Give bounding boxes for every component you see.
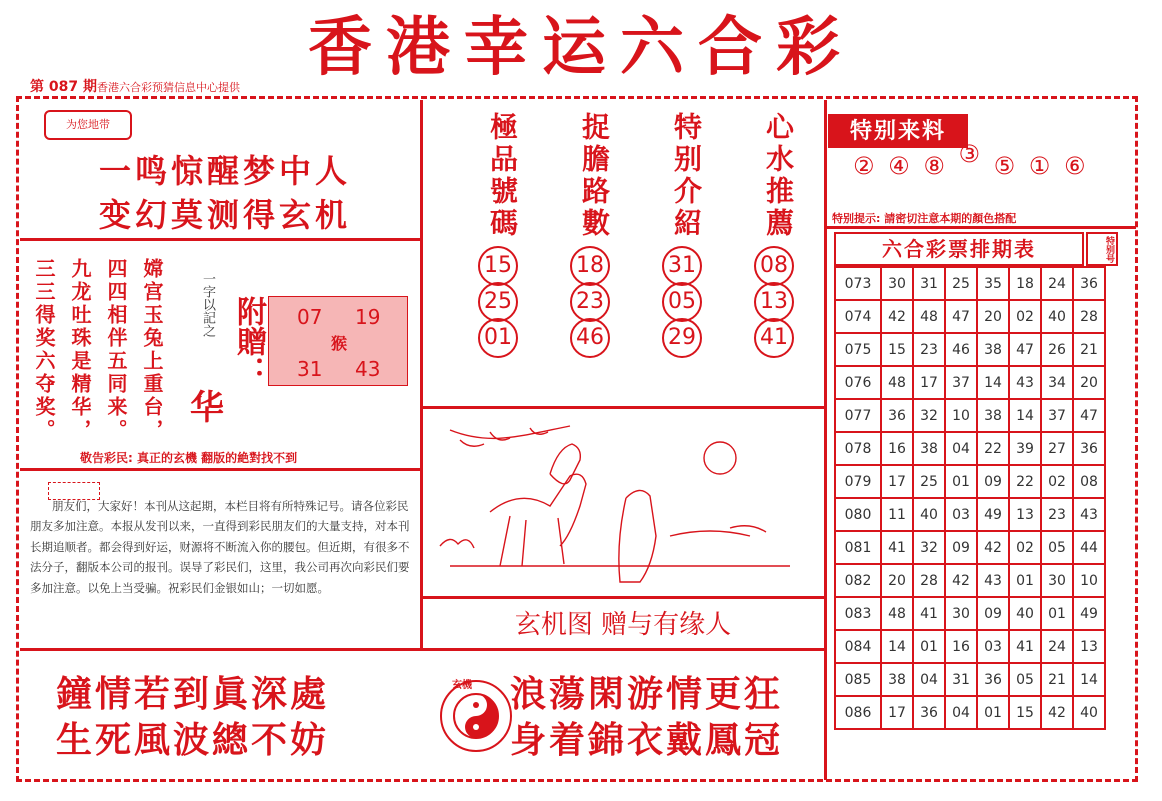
poem-col-1: 嫦宫玉兔上重台， bbox=[140, 258, 164, 442]
issue-cell: 076 bbox=[835, 366, 881, 399]
number-cell: 42 bbox=[945, 564, 977, 597]
gift-num-4: 43 bbox=[355, 357, 381, 381]
number-cell: 47 bbox=[1009, 333, 1041, 366]
issue-cell: 082 bbox=[835, 564, 881, 597]
number-circle: 31 bbox=[662, 246, 702, 286]
issue-cell: 079 bbox=[835, 465, 881, 498]
gift-box bbox=[268, 296, 408, 386]
number-cell: 40 bbox=[913, 498, 945, 531]
number-cell: 25 bbox=[945, 267, 977, 300]
divider-h3 bbox=[20, 648, 824, 651]
number-cell: 17 bbox=[913, 366, 945, 399]
number-circle: 46 bbox=[570, 318, 610, 358]
gift-num-1: 07 bbox=[297, 305, 323, 329]
number-cell: 30 bbox=[945, 597, 977, 630]
number-circle: 25 bbox=[478, 282, 518, 322]
table-row bbox=[835, 564, 1105, 597]
number-cell: 36 bbox=[1073, 267, 1105, 300]
divider-h1 bbox=[20, 238, 420, 241]
issue-cell: 073 bbox=[835, 267, 881, 300]
number-cell: 01 bbox=[913, 630, 945, 663]
number-cell: 02 bbox=[1009, 531, 1041, 564]
schedule-tag: 特别号 bbox=[1086, 232, 1118, 266]
special-number: ③ bbox=[958, 140, 980, 168]
special-note: 特别提示: 請密切注意本期的顏色搭配 bbox=[832, 212, 1017, 225]
number-cell: 17 bbox=[881, 696, 913, 729]
table-row bbox=[835, 432, 1105, 465]
table-row bbox=[835, 267, 1105, 300]
issue-cell: 077 bbox=[835, 399, 881, 432]
number-cell: 31 bbox=[945, 663, 977, 696]
number-cell: 41 bbox=[913, 597, 945, 630]
number-cell: 35 bbox=[977, 267, 1009, 300]
number-cell: 28 bbox=[913, 564, 945, 597]
schedule-title: 六合彩票排期表 bbox=[834, 232, 1084, 266]
table-row bbox=[835, 366, 1105, 399]
number-cell: 03 bbox=[945, 498, 977, 531]
divider-h6 bbox=[826, 226, 1136, 229]
number-cell: 38 bbox=[913, 432, 945, 465]
issue-cell: 080 bbox=[835, 498, 881, 531]
number-circle: 15 bbox=[478, 246, 518, 286]
number-cell: 34 bbox=[1041, 366, 1073, 399]
number-cell: 36 bbox=[977, 663, 1009, 696]
number-cell: 41 bbox=[1009, 630, 1041, 663]
number-cell: 01 bbox=[977, 696, 1009, 729]
divider-h4 bbox=[420, 406, 824, 409]
number-cell: 20 bbox=[1073, 366, 1105, 399]
table-row bbox=[835, 696, 1105, 729]
number-cell: 32 bbox=[913, 399, 945, 432]
issue-cell: 085 bbox=[835, 663, 881, 696]
bottom-left-line-2: 生死風波總不妨 bbox=[56, 719, 330, 761]
poem-col-3: 九龙吐珠是精华， bbox=[68, 258, 92, 442]
number-cell: 36 bbox=[881, 399, 913, 432]
number-cell: 42 bbox=[881, 300, 913, 333]
issue-number: 第 087 期 bbox=[30, 79, 97, 95]
number-cell: 30 bbox=[1041, 564, 1073, 597]
number-cell: 13 bbox=[1073, 630, 1105, 663]
number-cell: 48 bbox=[913, 300, 945, 333]
number-cell: 46 bbox=[945, 333, 977, 366]
number-circle: 41 bbox=[754, 318, 794, 358]
gift-num-2: 19 bbox=[355, 305, 381, 329]
number-cell: 11 bbox=[881, 498, 913, 531]
number-cell: 21 bbox=[1073, 333, 1105, 366]
issue-cell: 084 bbox=[835, 630, 881, 663]
number-cell: 23 bbox=[1041, 498, 1073, 531]
number-cell: 38 bbox=[977, 399, 1009, 432]
gift-label: 附贈： bbox=[231, 296, 266, 386]
number-cell: 17 bbox=[881, 465, 913, 498]
number-cell: 09 bbox=[977, 465, 1009, 498]
number-circle: 13 bbox=[754, 282, 794, 322]
number-cell: 16 bbox=[881, 432, 913, 465]
issue-cell: 078 bbox=[835, 432, 881, 465]
number-cell: 43 bbox=[1009, 366, 1041, 399]
poem-answer: 华 bbox=[190, 388, 224, 428]
number-circle: 29 bbox=[662, 318, 702, 358]
yin-yang-icon bbox=[440, 680, 512, 752]
number-cell: 09 bbox=[945, 531, 977, 564]
schedule-table bbox=[834, 266, 1106, 730]
table-row bbox=[835, 531, 1105, 564]
number-cell: 42 bbox=[1041, 696, 1073, 729]
table-row bbox=[835, 399, 1105, 432]
warning-text: 敬告彩民: 真正的玄機 翻版的絶對找不到 bbox=[80, 451, 298, 465]
number-cell: 05 bbox=[1041, 531, 1073, 564]
number-cell: 49 bbox=[1073, 597, 1105, 630]
number-cell: 01 bbox=[1009, 564, 1041, 597]
issue-line bbox=[30, 76, 240, 96]
number-cell: 05 bbox=[1009, 663, 1041, 696]
issue-cell: 081 bbox=[835, 531, 881, 564]
divider-h2 bbox=[20, 468, 420, 471]
number-cell: 15 bbox=[1009, 696, 1041, 729]
number-cell: 03 bbox=[977, 630, 1009, 663]
number-cell: 40 bbox=[1073, 696, 1105, 729]
number-cell: 31 bbox=[913, 267, 945, 300]
number-cell: 48 bbox=[881, 366, 913, 399]
number-cell: 36 bbox=[1073, 432, 1105, 465]
number-cell: 32 bbox=[913, 531, 945, 564]
number-cell: 01 bbox=[945, 465, 977, 498]
number-circle: 08 bbox=[754, 246, 794, 286]
number-cell: 04 bbox=[945, 432, 977, 465]
number-cell: 21 bbox=[1041, 663, 1073, 696]
number-cell: 30 bbox=[881, 267, 913, 300]
number-cell: 20 bbox=[881, 564, 913, 597]
yin-yang-badge: 玄機 bbox=[452, 680, 472, 691]
number-cell: 25 bbox=[913, 465, 945, 498]
number-cell: 43 bbox=[1073, 498, 1105, 531]
picture-caption: 玄机图 赠与有缘人 bbox=[514, 610, 732, 640]
number-cell: 16 bbox=[945, 630, 977, 663]
number-cell: 42 bbox=[977, 531, 1009, 564]
issue-source: 香港六合彩预猜信息中心提供 bbox=[96, 81, 240, 94]
number-cell: 39 bbox=[1009, 432, 1041, 465]
col-header-1: 極品號碼 bbox=[486, 112, 519, 240]
bottom-right-line-1: 浪蕩閑游情更狂 bbox=[510, 673, 784, 715]
number-cell: 04 bbox=[913, 663, 945, 696]
col-header-2: 捉膽路數 bbox=[578, 112, 611, 240]
number-cell: 13 bbox=[1009, 498, 1041, 531]
special-number: ⑥ bbox=[1063, 152, 1086, 180]
poem-hint: 一字以記之 bbox=[200, 272, 215, 337]
number-cell: 36 bbox=[913, 696, 945, 729]
number-cell: 24 bbox=[1041, 267, 1073, 300]
number-cell: 09 bbox=[977, 597, 1009, 630]
gift-num-3: 31 bbox=[297, 357, 323, 381]
xuanji-picture bbox=[430, 416, 816, 592]
number-cell: 14 bbox=[881, 630, 913, 663]
number-circle: 01 bbox=[478, 318, 518, 358]
number-cell: 40 bbox=[1041, 300, 1073, 333]
number-cell: 10 bbox=[1073, 564, 1105, 597]
number-cell: 28 bbox=[1073, 300, 1105, 333]
special-number: ① bbox=[1028, 152, 1051, 180]
divider-v2 bbox=[824, 100, 827, 780]
number-cell: 02 bbox=[1041, 465, 1073, 498]
table-row bbox=[835, 465, 1105, 498]
special-number: ④ bbox=[888, 152, 910, 180]
page-title: 香港幸运六合彩 bbox=[308, 10, 854, 85]
number-cell: 37 bbox=[1041, 399, 1073, 432]
number-cell: 02 bbox=[1009, 300, 1041, 333]
number-cell: 24 bbox=[1041, 630, 1073, 663]
issue-cell: 083 bbox=[835, 597, 881, 630]
number-cell: 20 bbox=[977, 300, 1009, 333]
number-cell: 27 bbox=[1041, 432, 1073, 465]
table-row bbox=[835, 663, 1105, 696]
number-cell: 47 bbox=[1073, 399, 1105, 432]
col-header-3: 特别介紹 bbox=[670, 112, 703, 240]
number-cell: 22 bbox=[1009, 465, 1041, 498]
special-badge: 特别来料 bbox=[828, 114, 968, 148]
number-cell: 15 bbox=[881, 333, 913, 366]
number-circle: 05 bbox=[662, 282, 702, 322]
table-row bbox=[835, 333, 1105, 366]
number-cell: 38 bbox=[881, 663, 913, 696]
number-cell: 38 bbox=[977, 333, 1009, 366]
table-row bbox=[835, 630, 1105, 663]
number-cell: 01 bbox=[1041, 597, 1073, 630]
special-number: ⑧ bbox=[923, 152, 945, 180]
number-cell: 44 bbox=[1073, 531, 1105, 564]
issue-cell: 074 bbox=[835, 300, 881, 333]
number-cell: 14 bbox=[1073, 663, 1105, 696]
bottom-right-line-2: 身着錦衣戴鳳冠 bbox=[510, 719, 784, 761]
col-header-4: 心水推薦 bbox=[762, 112, 795, 240]
slogan-2: 变幻莫测得玄机 bbox=[98, 196, 351, 234]
table-row bbox=[835, 498, 1105, 531]
special-numbers bbox=[850, 140, 1088, 180]
bottom-left-line-1: 鐘情若到眞深處 bbox=[56, 673, 330, 715]
poem-col-2: 四四相伴五同来。 bbox=[104, 258, 128, 442]
table-row bbox=[835, 597, 1105, 630]
number-cell: 26 bbox=[1041, 333, 1073, 366]
number-cell: 10 bbox=[945, 399, 977, 432]
special-number: ⑤ bbox=[993, 152, 1016, 180]
number-circle: 23 bbox=[570, 282, 610, 322]
number-cell: 43 bbox=[977, 564, 1009, 597]
number-cell: 14 bbox=[977, 366, 1009, 399]
number-circle: 18 bbox=[570, 246, 610, 286]
gift-animal: 猴 bbox=[331, 334, 348, 353]
number-cell: 18 bbox=[1009, 267, 1041, 300]
number-cell: 22 bbox=[977, 432, 1009, 465]
divider-v1 bbox=[420, 100, 423, 648]
number-cell: 14 bbox=[1009, 399, 1041, 432]
number-cell: 23 bbox=[913, 333, 945, 366]
number-cell: 04 bbox=[945, 696, 977, 729]
poem-col-4: 三三得奖六夺奖。 bbox=[32, 258, 56, 442]
stamp-badge: 为您地带 bbox=[44, 110, 132, 140]
number-cell: 49 bbox=[977, 498, 1009, 531]
number-cell: 08 bbox=[1073, 465, 1105, 498]
number-cell: 47 bbox=[945, 300, 977, 333]
table-row bbox=[835, 300, 1105, 333]
number-cell: 40 bbox=[1009, 597, 1041, 630]
divider-h5 bbox=[420, 596, 824, 599]
number-cell: 41 bbox=[881, 531, 913, 564]
number-cell: 37 bbox=[945, 366, 977, 399]
notice-text: 朋友们，大家好！本刊从这起期，本栏目将有所特殊记号。请各位彩民朋友多加注意。本报从发刊以来，一直得到彩民朋友们的大量支持，对本刊长期追顺者。都会得到好运，财源将不断流入你的腰包。但近期，有很多不法分子，翻版本公司的报刊。误导了彩民们，这里，我公司再次向彩民们要多加注意。以免上当受骗。祝彩民们金银如山；一切如愿。 bbox=[30, 499, 410, 595]
slogan-1: 一鸣惊醒梦中人 bbox=[98, 152, 351, 190]
issue-cell: 086 bbox=[835, 696, 881, 729]
special-number: ② bbox=[853, 152, 875, 180]
number-cell: 48 bbox=[881, 597, 913, 630]
issue-cell: 075 bbox=[835, 333, 881, 366]
